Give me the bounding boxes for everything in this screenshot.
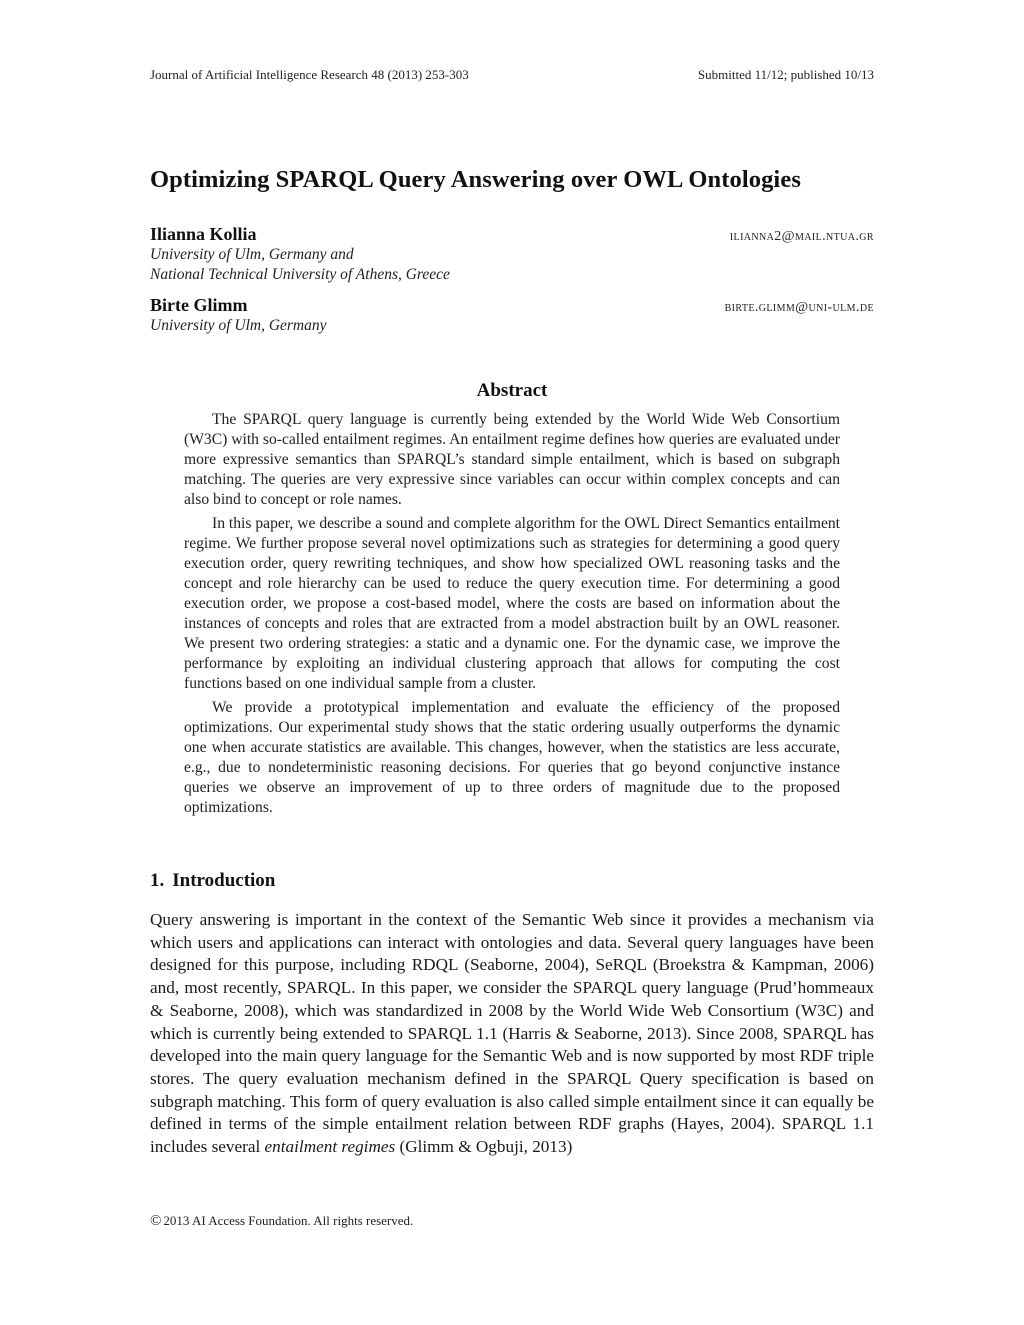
abstract-paragraph: We provide a prototypical implementation and evaluate the efficiency of the proposed optimizations. Our experimental study shows that the static ordering usually outperforms the dynamic one when accurate statistics are available. This changes, however, when the statistics are less accurate, e.g., due to nondeterministic reasoning decisions. For queries that go beyond conjunctive instance queries we observe an improvement of up to three orders of magnitude due to the proposed optimizations. (184, 699, 840, 816)
abstract-body (184, 410, 840, 822)
journal-citation: Journal of Artificial Intelligence Research 48 (2013) 253-303 (150, 67, 469, 82)
author-name: Ilianna Kollia (150, 224, 257, 244)
copyright-icon: © (150, 1213, 162, 1229)
emphasized-term: entailment regimes (264, 1137, 396, 1157)
copyright-text: 2013 AI Access Foundation. All rights reserved. (163, 1213, 414, 1228)
paper-title: Optimizing SPARQL Query Answering over OWL Ontologies (150, 166, 801, 193)
running-head (150, 67, 874, 83)
body-text-run: (Glimm & Ogbuji, 2013) (395, 1137, 573, 1157)
author-email[interactable]: birte.glimm@uni-ulm.de (724, 300, 874, 315)
abstract-heading: Abstract (476, 380, 548, 401)
author-block-2 (150, 295, 874, 336)
author-affiliation: University of Ulm, Germany and (150, 246, 354, 263)
author-email[interactable]: ilianna2@mail.ntua.gr (729, 229, 874, 244)
author-affiliation: National Technical University of Athens, Greece (150, 266, 450, 283)
submission-dates: Submitted 11/12; published 10/13 (697, 67, 874, 82)
body-text-run: Query answering is important in the context of the Semantic Web since it provides a mechanism via which users and applications can interact with ontologies and data. Several query languages have been designed for this purpose, including RDQL (Seaborne, 2004), SeRQL (Broekstra & Kampman, 2006) and, most recently, SPARQL. In this paper, we consider the SPARQL query language (Prud’hommeaux & Seaborne, 2008), which was standardized in 2008 by the World Wide Web Consortium (W3C) and which is currently being extended to SPARQL 1.1 (Harris & Seaborne, 2013). Since 2008, SPARQL has developed into the main query language for the Semantic Web and is now supported by most RDF triple stores. The query evaluation mechanism defined in the SPARQL Query specification is based on subgraph matching. This form of query evaluation is also called simple entailment since it can equally be defined in terms of the simple entailment relation between RDF graphs (Hayes, 2004). SPARQL 1.1 includes several (150, 910, 874, 1157)
copyright-footer (150, 1213, 874, 1230)
author-block-1 (150, 224, 874, 285)
section-number: 1. (150, 870, 165, 891)
abstract-paragraph: In this paper, we describe a sound and complete algorithm for the OWL Direct Semantics entailment regime. We further propose several novel optimizations such as strategies for determining a good query execution order, query rewriting techniques, and show how specialized OWL reasoning tasks and the concept and role hierarchy can be used to reduce the query execution time. For determining a good execution order, we propose a cost-based model, where the costs are based on information about the instances of concepts and roles that are extracted from a model abstraction built by an OWL reasoner. We present two ordering strategies: a static and a dynamic one. For the dynamic case, we improve the performance by exploiting an individual clustering approach that allows for computing the cost functions based on one individual sample from a cluster. (184, 515, 840, 692)
section-heading (150, 870, 874, 892)
author-affiliation: University of Ulm, Germany (150, 317, 327, 334)
section-title: Introduction (172, 870, 276, 891)
abstract-paragraph: The SPARQL query language is currently being extended by the World Wide Web Consortium (W3C) with so-called entailment regimes. An entailment regime defines how queries are evaluated under more expressive semantics than SPARQL’s standard simple entailment, which is based on subgraph matching. The queries are very expressive since variables can occur within complex concepts and can also bind to concept or role names. (184, 411, 840, 508)
introduction-paragraph (150, 909, 874, 1159)
author-name: Birte Glimm (150, 295, 248, 315)
